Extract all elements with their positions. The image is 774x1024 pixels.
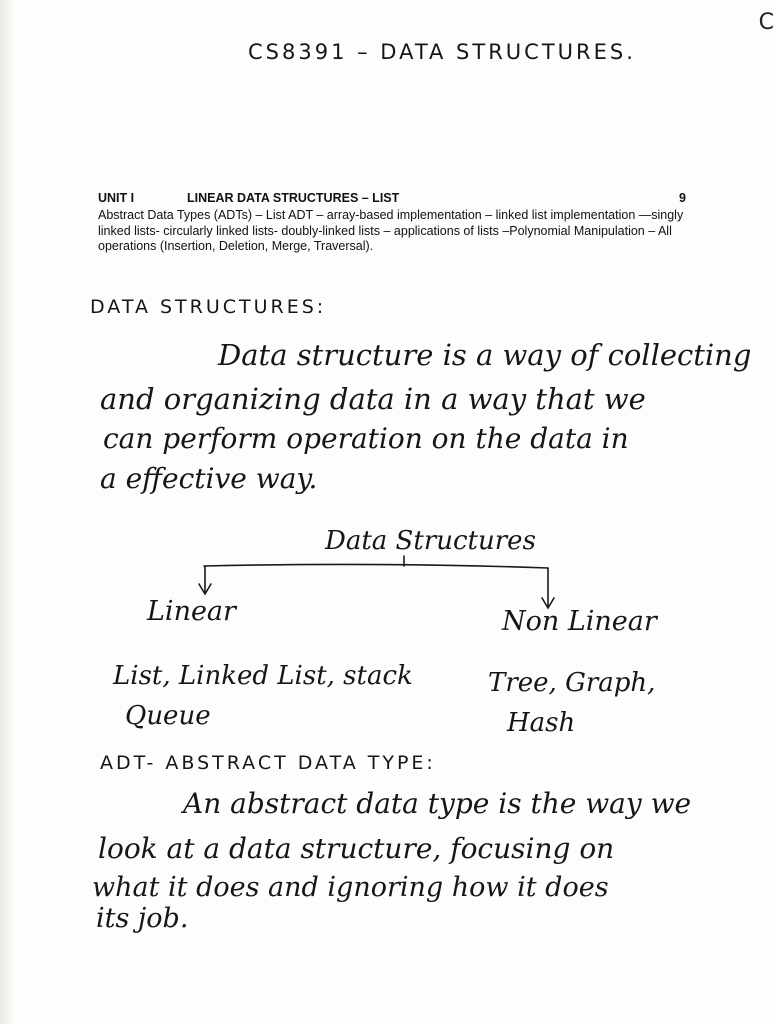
linear-examples-2: Queue: [125, 701, 211, 731]
tree-root-label: Data Structures: [325, 526, 536, 556]
adt-definition-line-3: what it does and ignoring how it does: [92, 872, 609, 903]
ds-definition-line-2: and organizing data in a way that we: [100, 382, 646, 416]
nonlinear-examples-2: Hash: [507, 708, 576, 738]
course-title: CS8391 – DATA STRUCTURES.: [248, 40, 636, 64]
tree-left-label: Linear: [147, 596, 236, 627]
ds-definition-line-4: a effective way.: [100, 462, 318, 495]
unit-description: Abstract Data Types (ADTs) – List ADT – array-based implementation – linked list implementation —singly linked lists- circularly linked lists- doubly-linked lists – applications of lists –Polynomial Manipulation – All operations (Insertion, Deletion, Merge, Traversal).: [98, 208, 684, 253]
heading-data-structures: DATA STRUCTURES:: [90, 296, 327, 318]
ds-definition-line-3: can perform operation on the data in: [103, 422, 629, 455]
adt-definition-line-1: An abstract data type is the way we: [183, 787, 692, 820]
ds-definition-line-1: Data structure is a way of collecting: [218, 338, 752, 372]
heading-adt: ADT- ABSTRACT DATA TYPE:: [100, 752, 436, 774]
nonlinear-examples-1: Tree, Graph,: [488, 668, 656, 698]
branch-bar: [204, 564, 548, 568]
adt-definition-line-4: its job.: [96, 903, 189, 934]
tree-right-label: Non Linear: [502, 606, 657, 637]
unit-number: UNIT I: [98, 191, 135, 205]
adt-definition-line-2: look at a data structure, focusing on: [98, 832, 615, 865]
page-corner-mark: C: [758, 10, 774, 35]
unit-hours: 9: [679, 191, 686, 205]
unit-title: LINEAR DATA STRUCTURES – LIST: [187, 191, 400, 205]
linear-examples-1: List, Linked List, stack: [113, 661, 413, 691]
